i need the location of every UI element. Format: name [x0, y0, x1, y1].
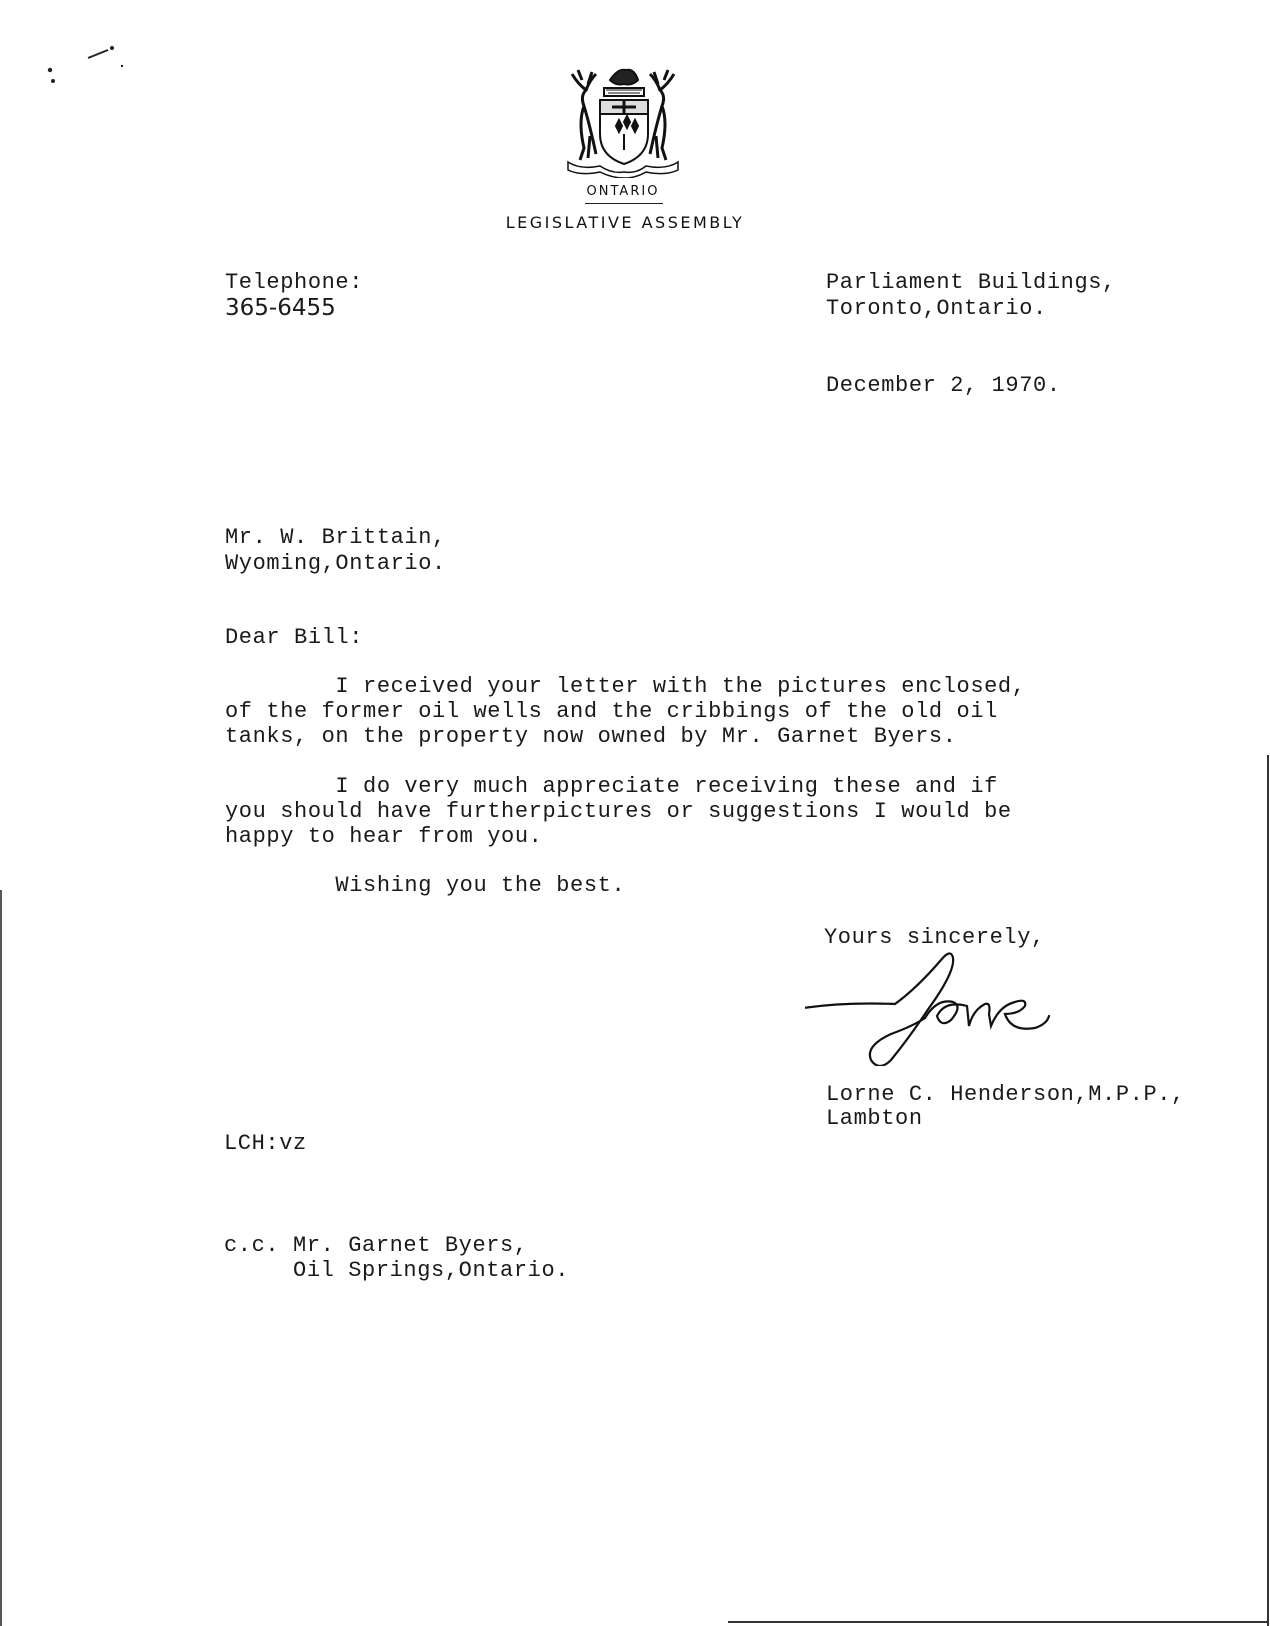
recipient-location: Wyoming,Ontario.: [225, 551, 446, 576]
paper-edge-bottom: [728, 1621, 1268, 1623]
salutation: Dear Bill:: [225, 625, 364, 650]
signatory-name: Lorne C. Henderson,M.P.P.,: [826, 1082, 1185, 1107]
paper-edge-left: [0, 890, 2, 1626]
paper-edge-right: [1267, 755, 1269, 1626]
body-paragraph2-line1: I do very much appreciate receiving these and if: [225, 774, 998, 799]
body-paragraph1-line3: tanks, on the property now owned by Mr. Garnet Byers.: [225, 724, 957, 749]
body-paragraph1-line2: of the former oil wells and the cribbings of the old oil: [225, 699, 998, 724]
ink-specks: [44, 40, 134, 90]
body-paragraph3: Wishing you the best.: [225, 873, 626, 898]
body-paragraph1-line1: I received your letter with the pictures enclosed,: [225, 674, 1026, 699]
sender-address-line2: Toronto,Ontario.: [826, 296, 1047, 321]
letterhead-rule: [585, 203, 663, 204]
ontario-coat-of-arms-icon: [560, 66, 686, 178]
cc-line2: Oil Springs,Ontario.: [224, 1258, 570, 1283]
recipient-name: Mr. W. Brittain,: [225, 525, 446, 550]
telephone-label: Telephone:: [225, 270, 364, 295]
sender-address-line1: Parliament Buildings,: [826, 270, 1116, 295]
closing: Yours sincerely,: [824, 925, 1045, 950]
letter-date: December 2, 1970.: [826, 373, 1061, 398]
telephone-number: 365-6455: [225, 295, 336, 321]
letterhead-title: LEGISLATIVE ASSEMBLY: [505, 213, 745, 232]
signatory-riding: Lambton: [826, 1106, 923, 1131]
body-paragraph2-line2: you should have furtherpictures or suggestions I would be: [225, 799, 1012, 824]
reference-initials: LCH:vz: [224, 1131, 307, 1156]
body-paragraph2-line3: happy to hear from you.: [225, 824, 543, 849]
cc-line1: c.c. Mr. Garnet Byers,: [224, 1233, 528, 1258]
handwritten-signature: [805, 948, 1057, 1066]
letterhead-province: ONTARIO: [586, 184, 660, 199]
